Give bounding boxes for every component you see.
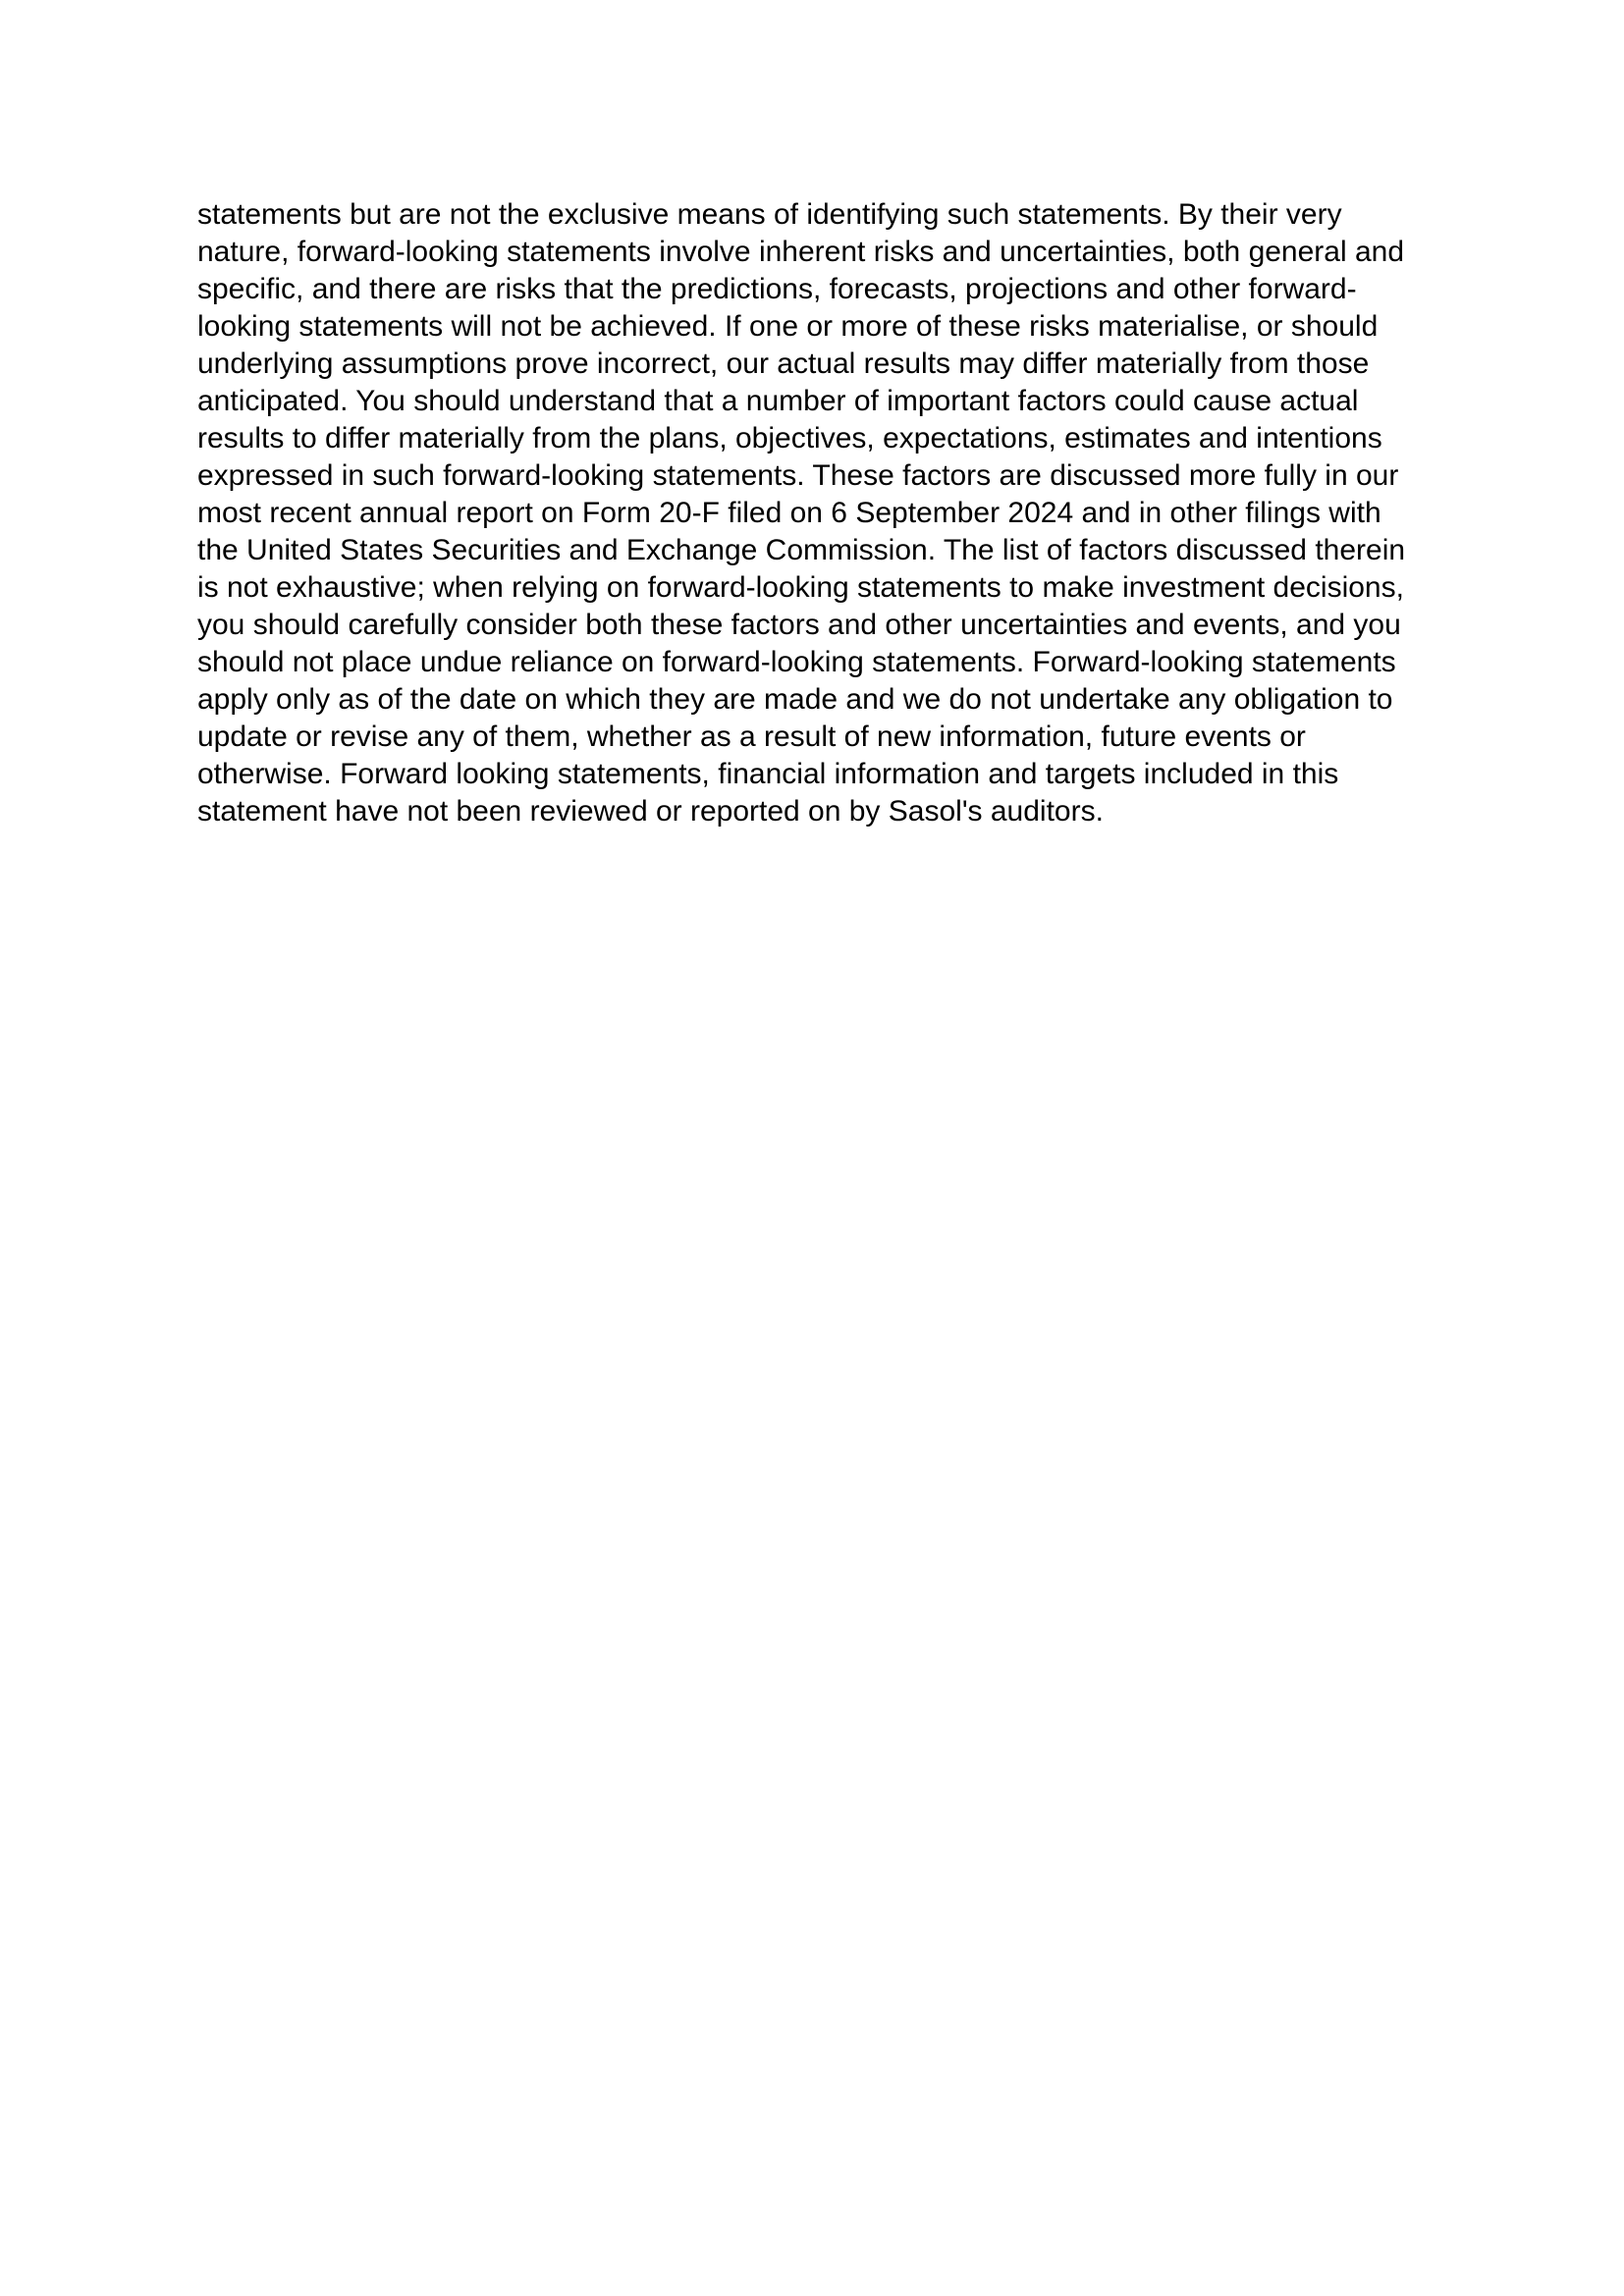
paragraph-line: statements but are not the exclusive means of identifying such statements. By their very (197, 198, 1342, 231)
paragraph-line: otherwise. Forward looking statements, financial information and targets included in this (197, 758, 1339, 790)
paragraph-line: underlying assumptions prove incorrect, our actual results may differ materially from those (197, 347, 1370, 380)
paragraph-line: specific, and there are risks that the predictions, forecasts, projections and other forward- (197, 273, 1357, 305)
paragraph-line: statement have not been reviewed or reported on by Sasol's auditors. (197, 795, 1104, 828)
paragraph-line: nature, forward-looking statements involve inherent risks and uncertainties, both general and (197, 236, 1405, 268)
paragraph-line: anticipated. You should understand that a number of important factors could cause actual (197, 385, 1359, 417)
paragraph-line: apply only as of the date on which they are made and we do not undertake any obligation to (197, 683, 1393, 716)
paragraph-line: most recent annual report on Form 20-F filed on 6 September 2024 and in other filings with (197, 497, 1381, 529)
forward-looking-statements-paragraph (197, 196, 1436, 830)
paragraph-line: should not place undue reliance on forward-looking statements. Forward-looking statements (197, 646, 1396, 678)
paragraph-line: update or revise any of them, whether as a result of new information, future events or (197, 721, 1306, 753)
paragraph-line: the United States Securities and Exchange Commission. The list of factors discussed therein (197, 534, 1406, 566)
paragraph-line: results to differ materially from the plans, objectives, expectations, estimates and intentions (197, 422, 1382, 454)
paragraph-line: expressed in such forward-looking statements. These factors are discussed more fully in our (197, 459, 1399, 492)
paragraph-line: is not exhaustive; when relying on forward-looking statements to make investment decisions, (197, 571, 1404, 604)
paragraph-line: looking statements will not be achieved. If one or more of these risks materialise, or should (197, 310, 1379, 343)
paragraph-line: you should carefully consider both these factors and other uncertainties and events, and you (197, 609, 1401, 641)
